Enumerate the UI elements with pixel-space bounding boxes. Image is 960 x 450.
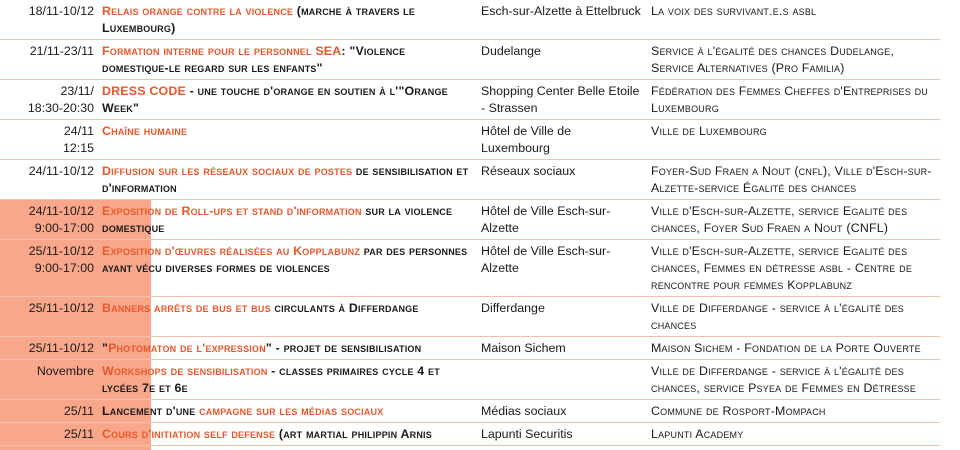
event-title-highlight: Relais orange contre la violence bbox=[102, 4, 294, 18]
table-row bbox=[0, 80, 940, 120]
event-title-text: de sensibilisation et d'information bbox=[102, 164, 469, 195]
event-title-text: sur la violence domestique bbox=[102, 204, 453, 235]
event-organizer: Foyer-Sud Fraen a Nout (cnfl), Ville d'Esch-sur-Alzette-service Égalité des chances bbox=[647, 160, 940, 200]
event-title bbox=[98, 200, 477, 240]
event-title-text: circulants à Differdange bbox=[270, 301, 419, 315]
event-date bbox=[0, 297, 98, 337]
table-row bbox=[0, 120, 940, 160]
date-line: Novembre bbox=[36, 364, 94, 378]
event-title-highlight: Banners arrêts de bus et bus bbox=[102, 301, 271, 315]
event-title-text: - classes primaires cycle 4 et lycées 7e et 6e bbox=[102, 364, 440, 395]
event-location: Maison Sichem bbox=[477, 337, 647, 360]
time-line: 9:00-17:00 bbox=[34, 221, 94, 235]
time-line: 9:00-17:00 bbox=[34, 261, 94, 275]
event-location: Médias sociaux bbox=[477, 400, 647, 423]
event-title-highlight: Exposition d'œuvres réalisées au Kopplabunz bbox=[102, 244, 361, 258]
date-line: 25/11-10/12 bbox=[28, 244, 94, 258]
table-row bbox=[0, 200, 940, 240]
event-title-text: Lancement d'une bbox=[102, 404, 200, 418]
event-title-text: " - projet de sensibilisation bbox=[265, 341, 422, 355]
event-location: Shopping Center Belle Etoile - Strassen bbox=[477, 80, 647, 120]
event-location bbox=[477, 360, 647, 400]
event-title-highlight: campagne sur les médias sociaux bbox=[199, 404, 384, 418]
event-organizer: Commune de Rosport-Mompach bbox=[647, 400, 940, 423]
date-line: 24/11-10/12 bbox=[28, 164, 94, 178]
event-title-text: (art martial philippin Arnis bbox=[275, 427, 432, 441]
event-title-text: : "Violence domestique-le regard sur les enfants" bbox=[102, 44, 406, 75]
event-title-highlight: Photomaton de l'expression bbox=[108, 341, 266, 355]
event-title-text: - une touche d'orange en soutien à l'"Orange Week" bbox=[102, 84, 448, 115]
table-row bbox=[0, 240, 940, 297]
event-location: Lapunti Securitis bbox=[477, 423, 647, 446]
event-date bbox=[0, 80, 98, 120]
time-line: 18:30-20:30 bbox=[27, 101, 94, 115]
table-row bbox=[0, 360, 940, 400]
event-organizer: Ville d'Esch-sur-Alzette, service Egalité des chances, Foyer Sud Fraen a Nout (CNFL) bbox=[647, 200, 940, 240]
event-location: Hôtel de Ville Esch-sur-Alzette bbox=[477, 200, 647, 240]
event-location: Esch-sur-Alzette à Ettelbruck bbox=[477, 0, 647, 40]
event-date bbox=[0, 400, 98, 423]
date-line: 25/11-10/12 bbox=[28, 341, 94, 355]
event-title bbox=[98, 120, 477, 160]
event-date bbox=[0, 40, 98, 80]
event-date bbox=[0, 160, 98, 200]
event-title bbox=[98, 360, 477, 400]
event-date bbox=[0, 337, 98, 360]
event-title bbox=[98, 297, 477, 337]
table-row bbox=[0, 400, 940, 423]
event-title bbox=[98, 423, 477, 446]
table-row bbox=[0, 337, 940, 360]
date-line: 24/11-10/12 bbox=[28, 204, 94, 218]
event-organizer: Service à l'égalité des chances Dudelange, Service Alternatives (Pro Familia) bbox=[647, 40, 940, 80]
event-organizer: Ville d'Esch-sur-Alzette, service Egalité des chances, Femmes en détresse asbl - Centre de rencontre pour femmes Kopplabunz bbox=[647, 240, 940, 297]
event-title-highlight: Diffusion sur les réseaux sociaux de postes bbox=[102, 164, 353, 178]
date-line: 24/11 bbox=[63, 124, 94, 138]
table-row bbox=[0, 297, 940, 337]
event-title-highlight: Cours d'initiation self defense bbox=[102, 427, 276, 441]
event-organizer: Ville de Differdange - service à l'égalité des chances, service Psyea de Femmes en Détresse bbox=[647, 360, 940, 400]
time-line: 12:15 bbox=[62, 141, 94, 155]
event-organizer: Ville de Differdange - service à l'égalité des chances bbox=[647, 297, 940, 337]
date-line: 23/11/ bbox=[60, 84, 94, 98]
date-line: 21/11-23/11 bbox=[29, 44, 94, 58]
table-row bbox=[0, 160, 940, 200]
event-title-highlight: Chaîne humaine bbox=[102, 124, 188, 138]
event-title bbox=[98, 400, 477, 423]
date-line: 18/11-10/12 bbox=[28, 4, 94, 18]
event-organizer: La voix des survivant.e.s asbl bbox=[647, 0, 940, 40]
event-date bbox=[0, 360, 98, 400]
event-location: Dudelange bbox=[477, 40, 647, 80]
event-title-text: " bbox=[102, 341, 109, 355]
event-organizer: Maison Sichem - Fondation de la Porte Ouverte bbox=[647, 337, 940, 360]
event-title-highlight: Workshops de sensibilisation bbox=[102, 364, 268, 378]
event-organizer: Lapunti Academy bbox=[647, 423, 940, 446]
event-organizer: Fédération des Femmes Cheffes d'Entreprises du Luxembourg bbox=[647, 80, 940, 120]
event-title bbox=[98, 40, 477, 80]
event-date bbox=[0, 423, 98, 446]
event-organizer: Ville de Luxembourg bbox=[647, 120, 940, 160]
event-title bbox=[98, 240, 477, 297]
event-title-text: (marche à travers le Luxembourg) bbox=[102, 4, 416, 35]
date-line: 25/11-10/12 bbox=[28, 301, 94, 315]
event-location: Hôtel de Ville Esch-sur-Alzette bbox=[477, 240, 647, 297]
date-line: 25/11 bbox=[63, 427, 94, 441]
table-row bbox=[0, 40, 940, 80]
event-title-highlight: DRESS CODE bbox=[102, 84, 186, 98]
event-date bbox=[0, 120, 98, 160]
event-title-highlight: Formation interne pour le personnel SEA bbox=[102, 44, 342, 58]
event-location: Hôtel de Ville de Luxembourg bbox=[477, 120, 647, 160]
date-line: 25/11 bbox=[63, 404, 94, 418]
event-date bbox=[0, 0, 98, 40]
table-row bbox=[0, 423, 940, 446]
event-title bbox=[98, 160, 477, 200]
event-title bbox=[98, 337, 477, 360]
event-date bbox=[0, 200, 98, 240]
event-title bbox=[98, 80, 477, 120]
event-title-text: par des personnes ayant vécu diverses formes de violences bbox=[102, 244, 468, 275]
table-row bbox=[0, 0, 940, 40]
event-location: Differdange bbox=[477, 297, 647, 337]
event-title bbox=[98, 0, 477, 40]
event-date bbox=[0, 240, 98, 297]
event-title-highlight: Exposition de Roll-ups et stand d'information bbox=[102, 204, 362, 218]
event-location: Réseaux sociaux bbox=[477, 160, 647, 200]
